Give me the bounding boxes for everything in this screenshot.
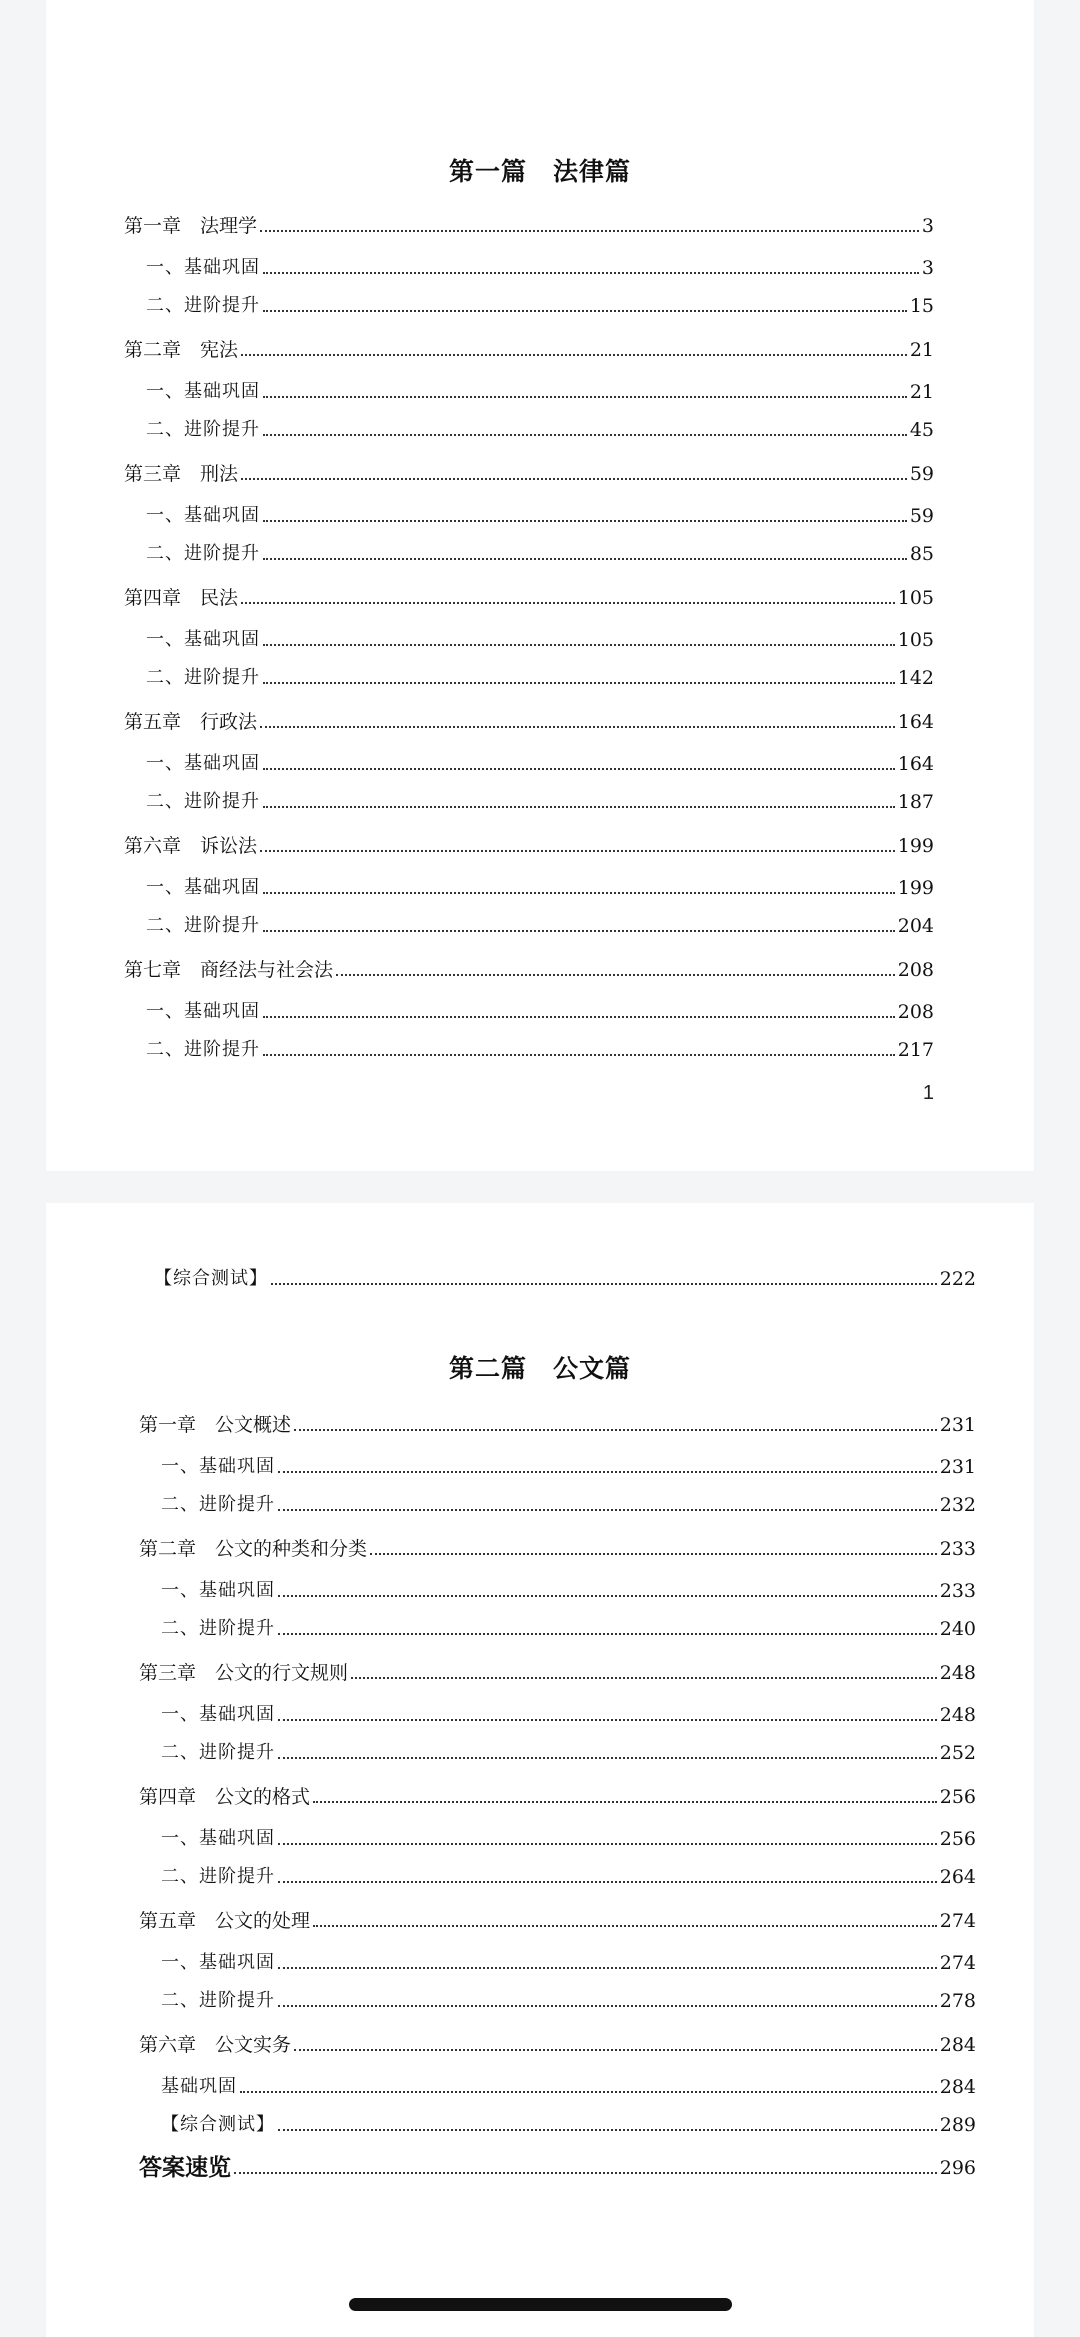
toc-entry-page: 164 (897, 753, 934, 775)
leader-dots (241, 477, 907, 480)
toc-section-entry[interactable] (146, 541, 934, 567)
toc-section-entry[interactable] (161, 2112, 976, 2138)
toc-section-entry[interactable] (161, 1702, 976, 1728)
toc-entry-label: 一、基础巩固 (161, 1704, 275, 1725)
leader-dots (263, 891, 895, 894)
toc-entry-page: 256 (939, 1786, 976, 1808)
toc-section-entry[interactable] (146, 999, 934, 1025)
toc-entry-label: 二、进阶提升 (146, 915, 260, 936)
leader-dots (241, 353, 907, 356)
toc-section-entry[interactable] (146, 913, 934, 939)
leader-dots (263, 767, 895, 770)
toc-entry-label: 第七章 商经法与社会法 (124, 959, 334, 981)
home-indicator[interactable] (349, 2298, 732, 2311)
toc-entry-page: 204 (897, 915, 934, 937)
toc-section-entry[interactable] (146, 665, 934, 691)
toc-chapter-entry[interactable] (139, 1908, 976, 1934)
toc-entry-page: 199 (897, 835, 934, 857)
toc-entry-page: 252 (939, 1742, 976, 1764)
toc-entry-label: 第三章 公文的行文规则 (139, 1662, 349, 1684)
leader-dots (278, 1508, 937, 1511)
toc-chapter-entry[interactable] (124, 461, 934, 487)
toc-entry-page: 278 (939, 1990, 976, 2012)
leader-dots (294, 1428, 937, 1431)
part-title: 第二篇 公文篇 (448, 1354, 631, 1383)
leader-dots (313, 1800, 937, 1803)
toc-entry-page: 3 (921, 257, 934, 279)
toc-entry-label: 二、进阶提升 (146, 791, 260, 812)
toc-page-1 (46, 0, 1034, 1171)
leader-dots (263, 1053, 895, 1056)
toc-entry-page: 59 (909, 463, 934, 485)
toc-section-entry[interactable] (161, 1578, 976, 1604)
toc-entry-page: 105 (897, 587, 934, 609)
toc-entry-page: 217 (897, 1039, 934, 1061)
toc-chapter-entry[interactable] (124, 213, 934, 239)
toc-chapter-entry[interactable] (139, 1536, 976, 1562)
toc-entry-label: 二、进阶提升 (146, 295, 260, 316)
toc-entry-page: 274 (939, 1910, 976, 1932)
toc-entry-page: 248 (939, 1704, 976, 1726)
toc-entry-label: 第一章 公文概述 (139, 1414, 292, 1436)
toc-section-entry[interactable] (161, 1740, 976, 1766)
page-number: 1 (922, 1082, 934, 1104)
toc-entry-page: 240 (939, 1618, 976, 1640)
toc-entry-label: 【综合测试】 (161, 2114, 275, 2135)
toc-entry-label: 一、基础巩固 (146, 629, 260, 650)
leader-dots (271, 1282, 937, 1285)
toc-entry-page: 142 (897, 667, 934, 689)
leader-dots (260, 849, 895, 852)
toc-entry-label: 第六章 公文实务 (139, 2034, 292, 2056)
toc-entry-page: 15 (909, 295, 934, 317)
toc-section-entry[interactable] (146, 503, 934, 529)
toc-entry-label: 答案速览 (139, 2154, 231, 2181)
toc-section-entry[interactable] (161, 1864, 976, 1890)
toc-section-entry[interactable] (161, 1826, 976, 1852)
toc-entry-label: 一、基础巩固 (161, 1828, 275, 1849)
leader-dots (263, 519, 907, 522)
toc-chapter-entry[interactable] (124, 585, 934, 611)
leader-dots (241, 601, 895, 604)
toc-chapter-entry[interactable] (139, 1660, 976, 1686)
toc-entry-label: 二、进阶提升 (146, 419, 260, 440)
toc-entry-page: 21 (909, 381, 934, 403)
leader-dots (260, 725, 895, 728)
leader-dots (278, 1880, 937, 1883)
toc-entry-page: 208 (897, 959, 934, 981)
toc-section-entry[interactable] (146, 627, 934, 653)
toc-entry-page: 233 (939, 1580, 976, 1602)
toc-entry-label: 第四章 公文的格式 (139, 1786, 311, 1808)
toc-entry-label: 二、进阶提升 (161, 1990, 275, 2011)
toc-entry-page: 248 (939, 1662, 976, 1684)
toc-entry-label: 一、基础巩固 (146, 753, 260, 774)
leader-dots (263, 1015, 895, 1018)
toc-entry-page: 231 (939, 1456, 976, 1478)
toc-page-2 (46, 1203, 1034, 2337)
leader-dots (313, 1924, 937, 1927)
leader-dots (263, 557, 907, 560)
toc-section-entry[interactable] (146, 293, 934, 319)
leader-dots (263, 805, 895, 808)
leader-dots (278, 1718, 937, 1721)
toc-entry-page: 45 (909, 419, 934, 441)
leader-dots (263, 643, 895, 646)
toc-entry-page: 231 (939, 1414, 976, 1436)
leader-dots (278, 1756, 937, 1759)
toc-entry-page: 284 (939, 2034, 976, 2056)
toc-section-entry[interactable] (161, 1454, 976, 1480)
toc-entry-page: 256 (939, 1828, 976, 1850)
toc-entry-label: 二、进阶提升 (146, 667, 260, 688)
leader-dots (263, 309, 907, 312)
leader-dots (263, 433, 907, 436)
toc-entry-page: 208 (897, 1001, 934, 1023)
toc-entry-page: 222 (939, 1268, 976, 1290)
toc-chapter-entry[interactable] (124, 709, 934, 735)
leader-dots (278, 2128, 937, 2131)
toc-chapter-entry[interactable] (139, 2032, 976, 2058)
leader-dots (278, 1594, 937, 1597)
leader-dots (278, 2004, 937, 2007)
toc-entry-page: 3 (921, 215, 934, 237)
toc-section-entry[interactable] (161, 1988, 976, 2014)
leader-dots (263, 271, 919, 274)
toc-section-entry[interactable] (146, 417, 934, 443)
toc-entry-label: 一、基础巩固 (161, 1456, 275, 1477)
toc-entry-label: 【综合测试】 (154, 1268, 268, 1289)
toc-entry-page: 199 (897, 877, 934, 899)
toc-entry-label: 一、基础巩固 (161, 1952, 275, 1973)
toc-entry-label: 二、进阶提升 (161, 1494, 275, 1515)
toc-entry-label: 一、基础巩固 (161, 1580, 275, 1601)
toc-entry-page: 264 (939, 1866, 976, 1888)
toc-entry-label: 第二章 公文的种类和分类 (139, 1538, 368, 1560)
toc-entry-page: 164 (897, 711, 934, 733)
toc-chapter-entry[interactable] (139, 1412, 976, 1438)
leader-dots (240, 2090, 937, 2093)
toc-entry-page: 85 (909, 543, 934, 565)
toc-section-entry[interactable] (146, 789, 934, 815)
leader-dots (278, 1632, 937, 1635)
leader-dots (351, 1676, 937, 1679)
leader-dots (234, 2171, 937, 2174)
toc-section-entry[interactable] (161, 1492, 976, 1518)
toc-entry-page: 289 (939, 2114, 976, 2136)
toc-entry-label: 一、基础巩固 (146, 877, 260, 898)
toc-entry-label: 基础巩固 (161, 2076, 237, 2097)
toc-entry-label: 第五章 行政法 (124, 711, 258, 733)
toc-section-entry[interactable] (161, 1950, 976, 1976)
toc-section-entry[interactable] (146, 751, 934, 777)
toc-entry-label: 第六章 诉讼法 (124, 835, 258, 857)
leader-dots (263, 681, 895, 684)
toc-section-entry[interactable] (161, 2074, 976, 2100)
leader-dots (263, 929, 895, 932)
toc-entry-label: 一、基础巩固 (146, 505, 260, 526)
toc-entry-label: 二、进阶提升 (161, 1618, 275, 1639)
toc-entry-label: 第三章 刑法 (124, 463, 239, 485)
toc-section-entry[interactable] (146, 1037, 934, 1063)
toc-section-entry[interactable] (146, 255, 934, 281)
toc-entry-label: 第二章 宪法 (124, 339, 239, 361)
toc-entry-label: 二、进阶提升 (161, 1742, 275, 1763)
leader-dots (336, 973, 895, 976)
toc-entry-label: 第一章 法理学 (124, 215, 258, 237)
toc-entry-label: 一、基础巩固 (146, 1001, 260, 1022)
leader-dots (263, 395, 907, 398)
leader-dots (260, 229, 919, 232)
leader-dots (278, 1966, 937, 1969)
toc-entry-label: 一、基础巩固 (146, 381, 260, 402)
toc-entry-label: 第五章 公文的处理 (139, 1910, 311, 1932)
toc-entry-answers[interactable] (139, 2155, 976, 2181)
toc-entry-page: 105 (897, 629, 934, 651)
toc-entry-page: 296 (939, 2157, 976, 2179)
toc-entry-comprehensive-test[interactable] (154, 1266, 976, 1292)
toc-chapter-entry[interactable] (124, 337, 934, 363)
leader-dots (294, 2048, 937, 2051)
toc-chapter-entry[interactable] (124, 957, 934, 983)
toc-entry-page: 21 (909, 339, 934, 361)
toc-section-entry[interactable] (146, 875, 934, 901)
toc-entry-page: 59 (909, 505, 934, 527)
toc-entry-label: 二、进阶提升 (161, 1866, 275, 1887)
toc-entry-label: 第四章 民法 (124, 587, 239, 609)
toc-section-entry[interactable] (161, 1616, 976, 1642)
toc-section-entry[interactable] (146, 379, 934, 405)
toc-chapter-entry[interactable] (124, 833, 934, 859)
toc-entry-page: 284 (939, 2076, 976, 2098)
toc-entry-label: 二、进阶提升 (146, 543, 260, 564)
part-title: 第一篇 法律篇 (448, 157, 631, 186)
toc-entry-page: 187 (897, 791, 934, 813)
toc-entry-page: 232 (939, 1494, 976, 1516)
toc-entry-label: 一、基础巩固 (146, 257, 260, 278)
leader-dots (278, 1470, 937, 1473)
leader-dots (278, 1842, 937, 1845)
leader-dots (370, 1552, 937, 1555)
toc-entry-label: 二、进阶提升 (146, 1039, 260, 1060)
toc-entry-page: 233 (939, 1538, 976, 1560)
toc-entry-page: 274 (939, 1952, 976, 1974)
toc-chapter-entry[interactable] (139, 1784, 976, 1810)
